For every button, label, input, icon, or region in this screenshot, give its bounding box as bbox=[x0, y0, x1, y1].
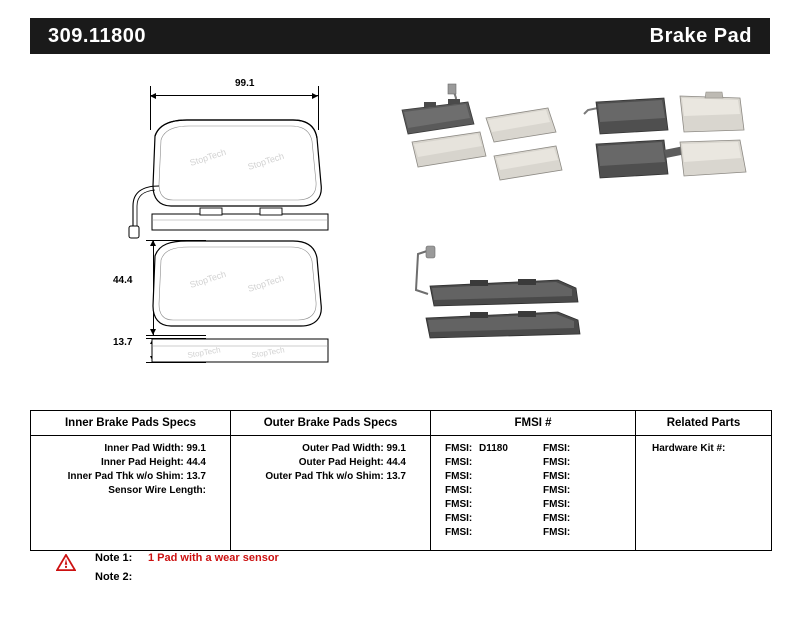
sensor-wire-length-label: Sensor Wire Length: bbox=[108, 485, 206, 496]
inner-pad-width-value: 99.1 bbox=[186, 443, 206, 454]
outer-pad-height-value: 44.4 bbox=[386, 457, 406, 468]
fmsi-row bbox=[445, 498, 529, 512]
note-1-value: 1 Pad with a wear sensor bbox=[148, 552, 279, 564]
svg-text:StopTech: StopTech bbox=[188, 268, 228, 290]
fmsi-row bbox=[543, 442, 627, 456]
fmsi-column-right bbox=[529, 442, 627, 540]
svg-text:StopTech: StopTech bbox=[188, 146, 228, 168]
inner-pad-height-row bbox=[39, 456, 222, 470]
outer-pad-width-label: Outer Pad Width: bbox=[302, 443, 384, 454]
outer-pad-thickness-row bbox=[239, 470, 422, 484]
fmsi-row bbox=[445, 526, 529, 540]
note-2-label: Note 2: bbox=[95, 571, 133, 583]
note-row-2 bbox=[30, 571, 770, 590]
note-1-label: Note 1: bbox=[95, 552, 133, 564]
outer-pad-thickness-value: 13.7 bbox=[386, 471, 406, 482]
outer-pad-side-view-drawing bbox=[140, 334, 340, 364]
fmsi-label: FMSI: bbox=[445, 457, 473, 468]
inner-pad-width-row bbox=[39, 442, 222, 456]
notes-section bbox=[30, 552, 770, 590]
note-row-1 bbox=[30, 552, 770, 571]
fmsi-label: FMSI: bbox=[543, 499, 571, 510]
inner-pad-thickness-row bbox=[39, 470, 222, 484]
fmsi-label: FMSI: bbox=[543, 443, 571, 454]
inner-pad-height-value: 44.4 bbox=[186, 457, 206, 468]
svg-text:StopTech: StopTech bbox=[186, 345, 222, 360]
fmsi-cell bbox=[431, 436, 636, 551]
fmsi-row bbox=[445, 470, 529, 484]
outer-pad-width-value: 99.1 bbox=[386, 443, 406, 454]
table-header-row bbox=[31, 411, 771, 436]
figure-area bbox=[30, 62, 770, 392]
outer-pad-thickness-label: Outer Pad Thk w/o Shim: bbox=[265, 471, 384, 482]
warning-triangle-icon bbox=[56, 554, 76, 571]
dimension-thickness-label: 13.7 bbox=[113, 337, 133, 348]
hardware-kit-row bbox=[644, 442, 763, 456]
inner-pad-thickness-label: Inner Pad Thk w/o Shim: bbox=[67, 471, 184, 482]
dimension-width-line bbox=[150, 95, 318, 96]
inner-pad-side-view-drawing bbox=[140, 204, 340, 238]
outer-pad-width-row bbox=[239, 442, 422, 456]
inner-specs-cell bbox=[31, 436, 231, 551]
outer-pad-height-row bbox=[239, 456, 422, 470]
fmsi-label: FMSI: bbox=[543, 513, 571, 524]
fmsi-value: D1180 bbox=[479, 443, 508, 454]
fmsi-label: FMSI: bbox=[445, 471, 473, 482]
fmsi-row bbox=[445, 442, 529, 456]
outer-specs-cell bbox=[231, 436, 431, 551]
dimension-height-label: 44.4 bbox=[113, 275, 133, 286]
fmsi-label: FMSI: bbox=[445, 499, 473, 510]
fmsi-row bbox=[543, 526, 627, 540]
column-header-outer-specs: Outer Brake Pads Specs bbox=[231, 411, 431, 436]
fmsi-label: FMSI: bbox=[543, 485, 571, 496]
fmsi-row bbox=[445, 456, 529, 470]
brake-pad-set-photo-grid bbox=[580, 84, 770, 194]
sensor-wire-length-row bbox=[39, 484, 222, 498]
outer-pad-front-drawing bbox=[145, 238, 335, 343]
fmsi-label: FMSI: bbox=[445, 527, 473, 538]
table-body-row bbox=[31, 436, 771, 551]
fmsi-row bbox=[445, 484, 529, 498]
fmsi-row bbox=[543, 512, 627, 526]
column-header-fmsi: FMSI # bbox=[431, 411, 636, 436]
header-bar bbox=[30, 18, 770, 54]
svg-text:StopTech: StopTech bbox=[246, 272, 286, 294]
column-header-inner-specs: Inner Brake Pads Specs bbox=[31, 411, 231, 436]
inner-pad-thickness-value: 13.7 bbox=[186, 471, 206, 482]
outer-pad-height-label: Outer Pad Height: bbox=[298, 457, 384, 468]
fmsi-label: FMSI: bbox=[445, 485, 473, 496]
related-parts-cell bbox=[636, 436, 772, 551]
fmsi-row bbox=[445, 512, 529, 526]
fmsi-row bbox=[543, 456, 627, 470]
fmsi-label: FMSI: bbox=[445, 443, 473, 454]
inner-pad-width-label: Inner Pad Width: bbox=[104, 443, 184, 454]
brake-pad-set-photo-angled bbox=[390, 82, 570, 192]
specifications-table bbox=[30, 410, 772, 551]
document-type-title: Brake Pad bbox=[649, 25, 752, 47]
fmsi-label: FMSI: bbox=[445, 513, 473, 524]
fmsi-label: FMSI: bbox=[543, 471, 571, 482]
hardware-kit-label: Hardware Kit #: bbox=[652, 443, 726, 454]
fmsi-row bbox=[543, 484, 627, 498]
fmsi-column-left bbox=[431, 442, 529, 540]
svg-text:StopTech: StopTech bbox=[250, 345, 286, 360]
inner-pad-height-label: Inner Pad Height: bbox=[100, 457, 184, 468]
dimension-width-label: 99.1 bbox=[235, 78, 255, 89]
brake-pad-edge-photo bbox=[400, 244, 600, 354]
part-number: 309.11800 bbox=[48, 25, 146, 47]
column-header-related-parts: Related Parts bbox=[636, 411, 772, 436]
fmsi-label: FMSI: bbox=[543, 457, 571, 468]
fmsi-row bbox=[543, 470, 627, 484]
fmsi-row bbox=[543, 498, 627, 512]
fmsi-label: FMSI: bbox=[543, 527, 571, 538]
svg-text:StopTech: StopTech bbox=[246, 150, 286, 172]
